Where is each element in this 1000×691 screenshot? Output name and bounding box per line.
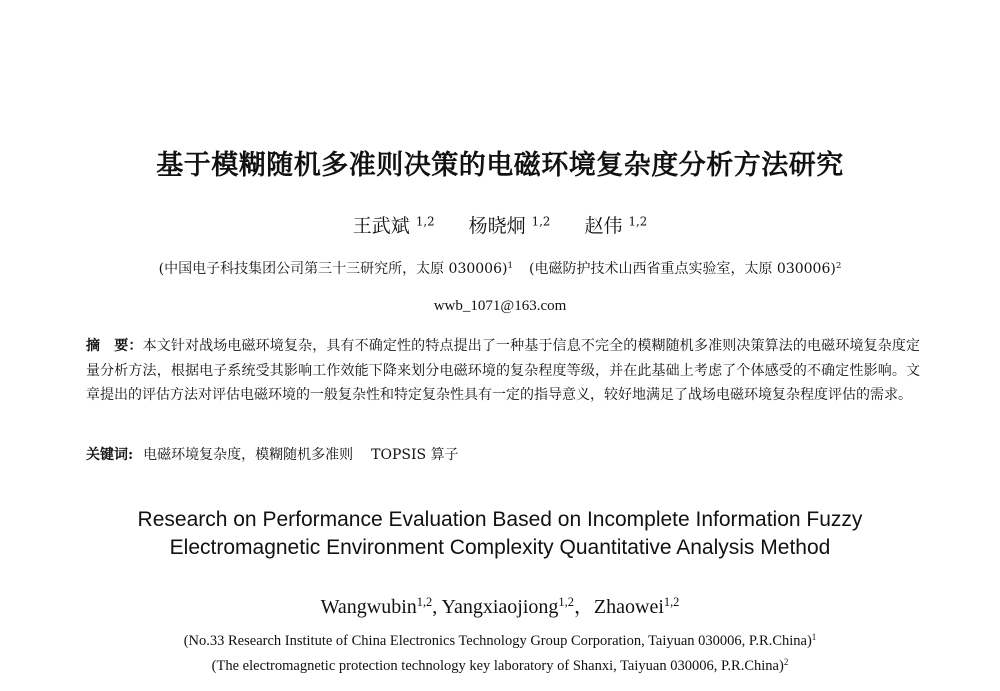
english-affiliation-2 xyxy=(0,658,1000,675)
english-affiliation-1-text: (No.33 Research Institute of China Electronics Technology Group Corporation, Taiyuan 030006, P.R.China) xyxy=(183,633,812,649)
keywords xyxy=(86,444,920,464)
author-affiliation-mark: 1,2 xyxy=(558,595,574,610)
chinese-author xyxy=(469,215,551,237)
chinese-affiliations xyxy=(0,258,1000,278)
english-author xyxy=(321,596,442,618)
english-author xyxy=(594,596,679,618)
abstract-label: 摘 要： xyxy=(86,338,143,354)
author-name: 王武斌 xyxy=(352,215,410,237)
author-name: 杨晓炯 xyxy=(468,215,526,237)
chinese-title: 基于模糊随机多准则决策的电磁环境复杂度分析方法研究 xyxy=(156,150,844,181)
author-email: wwb_1071@163.com xyxy=(433,298,567,314)
english-author xyxy=(442,596,594,618)
chinese-affiliation-2: (电磁防护技术山西省重点实验室，太原 030006) xyxy=(529,261,836,277)
author-affiliation-mark: 1,2 xyxy=(628,214,648,229)
author-name: Wangwubin xyxy=(320,596,417,618)
affiliation-mark: 2 xyxy=(835,261,842,272)
author-separator: , xyxy=(432,596,442,618)
author-affiliation-mark: 1,2 xyxy=(416,595,433,610)
author-name: Zhaowei xyxy=(593,596,664,618)
keywords-text: 电磁环境复杂度，模糊随机多准则 xyxy=(143,447,354,463)
author-affiliation-mark: 1,2 xyxy=(663,595,680,610)
chinese-author xyxy=(353,215,435,237)
affiliation-mark: 1 xyxy=(507,261,513,272)
english-title-line-1: Research on Performance Evaluation Based on Incomplete Information Fuzzy xyxy=(137,508,863,531)
english-author-list xyxy=(0,590,1000,619)
chinese-author-list xyxy=(0,211,1000,238)
abstract-text: 本文针对战场电磁环境复杂，具有不确定性的特点提出了一种基于信息不完全的模糊随机多准则决策算法的电磁环境复杂度定量分析方法，根据电子系统受其影响工作效能下降来划分电磁环境的复杂程度等级，并在此基础上考虑了个体感受的不确定性影响。文章提出的评估方法对评估电磁环境的一般复杂性和特定复杂性具有一定的指导意义，较好地满足了战场电磁环境复杂程度评估的需求。 xyxy=(86,338,921,403)
chinese-author xyxy=(584,215,647,237)
author-name: Yangxiaojiong xyxy=(441,596,559,618)
author-separator: ， xyxy=(573,596,594,618)
author-name: 赵伟 xyxy=(584,215,623,237)
keywords-tail: TOPSIS 算子 xyxy=(371,447,459,463)
abstract xyxy=(86,334,920,408)
author-affiliation-mark: 1,2 xyxy=(531,214,551,229)
english-title-line-2: Electromagnetic Environment Complexity Quantitative Analysis Method xyxy=(169,536,831,559)
english-title xyxy=(0,506,1000,562)
english-affiliation-1 xyxy=(0,633,1000,650)
english-affiliation-2-text: (The electromagnetic protection technology key laboratory of Shanxi, Taiyuan 030006, P.R.China) xyxy=(211,658,784,674)
chinese-affiliation-1: (中国电子科技集团公司第三十三研究所，太原 030006) xyxy=(158,261,508,277)
affiliation-mark: 2 xyxy=(783,657,789,668)
keywords-label: 关键词: xyxy=(86,447,134,463)
affiliation-mark: 1 xyxy=(811,632,817,643)
author-affiliation-mark: 1,2 xyxy=(415,214,435,229)
